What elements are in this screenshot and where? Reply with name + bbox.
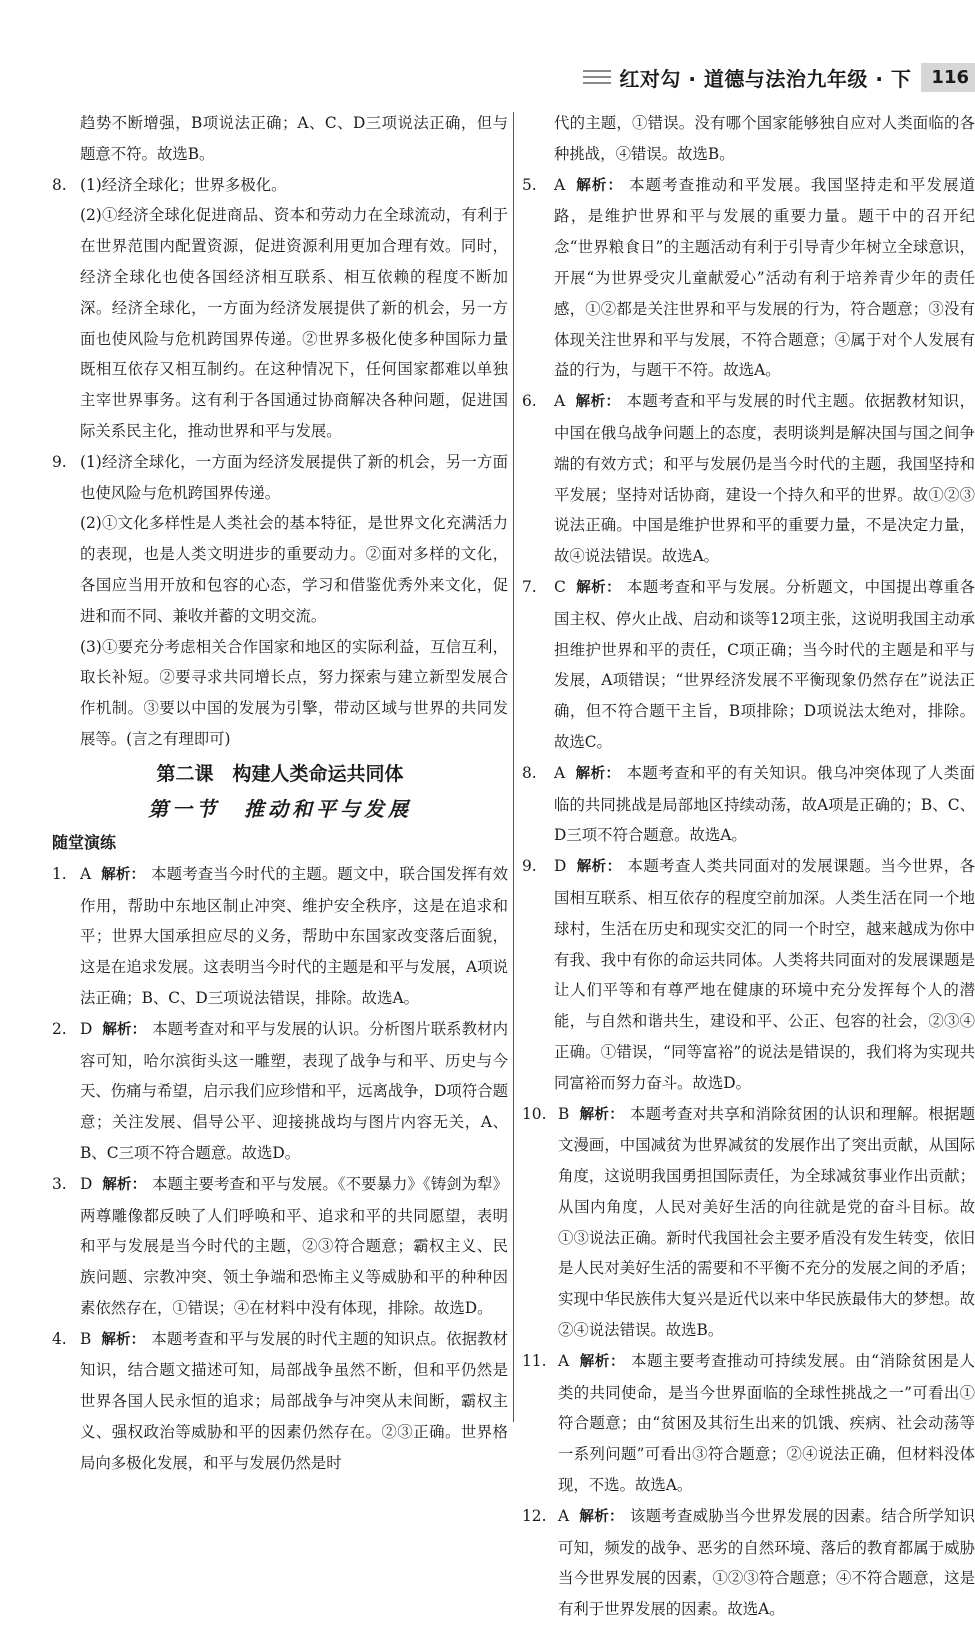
analysis-text: 本题考查和平与发展的时代主题的知识点。依据教材知识，结合题文描述可知，局部战争虽然不断，但和平仍然是世界各国人民永恒的追求；局部战争与冲突从未间断，霸权主义、强权政治等威胁和平的因素仍然存在。②③正确。世界格局向多极化发展，和平与发展仍然是时 [80,1329,508,1472]
item-answer: B [80,1329,92,1348]
item-number: 4. [52,1329,67,1348]
continued-answer: 代的主题，①错误。没有哪个国家能够独自应对人类面临的各种挑战，④错误。故选B。 [554,114,975,163]
answer-part-2: (2)①文化多样性是人类社会的基本特征，是世界文化充满活力的表现，也是人类文明进步的重要动力。②面对多样的文化，各国应当用开放和包容的心态，学习和借鉴优秀外来文化，促进和而不同、兼收并蓄的文明交流。 [80,514,508,625]
item-number: 9. [522,857,537,876]
item-number: 10. [522,1104,547,1123]
question-8 [52,170,508,447]
item-number: 7. [522,577,537,596]
item-number: 5. [522,175,537,194]
analysis-label: 解析： [575,394,621,411]
item-answer: D [80,1174,93,1193]
answer-item [522,1346,975,1501]
page-header [583,60,975,94]
item-answer: D [80,1019,93,1038]
analysis-label: 解析： [575,579,622,596]
answer-part-3: (3)①要充分考虑相关合作国家和地区的实际利益，互信互利，取长补短。②要寻求共同增长点，努力探索与建立新型发展合作机制。③要以中国的发展为引擎，带动区域与世界的共同发展等。(言之有理即可) [80,637,508,748]
item-answer: A [80,864,92,883]
item-number: 11. [522,1351,547,1370]
answer-part-1: (1)经济全球化，一方面为经济发展提供了新的机会，另一方面也使风险与危机跨国界传递。 [80,452,508,502]
analysis-text: 本题考查推动和平发展。我国坚持走和平发展道路，是维护世界和平与发展的重要力量。题干中的召开纪念“世界粮食日”的主题活动有利于引导青少年树立全球意识，开展“为世界受灾儿童献爱心”活动有利于培养青少年的责任感，①②都是关注世界和平与发展的行为，符合题意；③没有体现关注世界和平与发展，不符合题意；④属于对个人发展有益的行为，与题干不符。故选A。 [554,175,975,380]
answer-part-2: (2)①经济全球化促进商品、资本和劳动力在全球流动，有利于在世界范围内配置资源，促进资源利用更加合理有效。同时，经济全球化也使各国经济相互联系、相互依赖的程度不断加深。经济全球化，一方面为经济发展提供了新的机会，另一方面也使风险与危机跨国界传递。②世界多极化使多种国际力量既相互依存又相互制约。在这种情况下，任何国家都难以单独主宰世界事务。这有利于各国通过协商解决各种问题，促进国际关系民主化，推动世界和平与发展。 [80,206,508,440]
question-number: 9. [52,452,67,471]
analysis-text: 本题考查人类共同面对的发展课题。当今世界，各国相互联系、相互依存的程度空前加深。人类生活在同一个地球村，生活在历史和现实交汇的同一个时空，越来越成为你中有我、我中有你的命运共同体。人类将共同面对的发展课题是让人们平等和有尊严地在健康的环境中充分发挥每个人的潜能，与自然和谐共生，建设和平、公正、包容的社会，②③④正确。①错误，“同等富裕”的说法是错误的，我们将为实现共同富裕而努力奋斗。故选D。 [554,857,975,1092]
column-divider [513,112,514,1422]
analysis-label: 解析： [579,1508,624,1525]
item-number: 8. [522,763,537,782]
analysis-label: 解析： [101,1331,146,1348]
analysis-text: 本题考查和平与发展的时代主题。依据教材知识，中国在俄乌战争问题上的态度，表明谈判是解决国与国之间争端的有效方式；和平与发展仍是当今时代的主题，我国坚持和平发展；坚持对话协商，建设一个持久和平的世界。故①②③说法正确。中国是维护世界和平的重要力量，不是决定力量，故④说法错误。故选A。 [554,392,975,566]
item-answer: C [554,577,566,596]
item-number: 12. [522,1506,547,1525]
question-9 [52,447,508,755]
right-column [522,108,975,1625]
analysis-text: 本题考查和平与发展。分析题文，中国提出尊重各国主权、停火止战、启动和谈等12项主张，这说明我国主动承担维护世界和平的责任，C项正确；当今时代的主题是和平与发展，A项错误；“世界经济发展不平衡现象仍然存在”说法正确，但不符合题干主旨，B项排除；D项说法太绝对，排除。故选C。 [554,577,975,751]
analysis-text: 本题主要考查和平与发展。《不要暴力》《铸剑为犁》两尊雕像都反映了人们呼唤和平、追求和平的共同愿望，表明和平与发展是当今时代的主题，②③符合题意；霸权主义、民族问题、宗教冲突、领土争端和恐怖主义等威胁和平的种种因素依然存在，①错误；④在材料中没有体现，排除。故选D。 [80,1174,508,1317]
item-number: 6. [522,392,537,411]
analysis-label: 解析： [102,1176,147,1193]
lesson-title: 第二课 构建人类命运共同体 [156,762,404,785]
analysis-text: 该题考查威胁当今世界发展的因素。结合所学知识可知，频发的战争、恶劣的自然环境、落后的教育都属于威胁当今世界发展的因素，①②③符合题意；④不符合题意，这是有利于世界发展的因素。故选A。 [558,1506,975,1619]
page-number: 116 [921,63,975,92]
analysis-label: 解析： [576,859,622,876]
header-title: 红对勾 · 道德与法治九年级 · 下 [619,66,912,91]
practice-heading: 随堂演练 [52,832,117,852]
answer-item [522,851,975,1098]
analysis-text: 本题考查对共享和消除贫困的认识和理解。根据题文漫画，中国减贫为世界减贫的发展作出了突出贡献，从国际角度，这说明我国勇担国际责任，为全球减贫事业作出贡献；从国内角度，人民对美好生活的向往就是党的奋斗目标。故①③说法正确。新时代我国社会主要矛盾没有发生转变，依旧是人民对美好生活的需要和不平衡不充分的发展之间的矛盾；实现中华民族伟大复兴是近代以来中华民族最伟大的梦想。故②④说法错误。故选B。 [558,1104,975,1340]
answer-item [522,170,975,387]
analysis-label: 解析： [575,177,624,194]
header-decoration-lines [583,70,611,84]
answer-item [52,1324,508,1479]
answer-item [52,859,508,1014]
answer-item [522,572,975,758]
analysis-label: 解析： [579,1106,625,1123]
item-number: 2. [52,1019,67,1038]
item-answer: A [558,1351,570,1370]
item-answer: A [554,763,566,782]
analysis-text: 本题主要考查推动可持续发展。由“消除贫困是人类的共同使命，是当今世界面临的全球性挑战之一”可看出①符合题意；由“贫困及其衍生出来的饥饿、疾病、社会动荡等一系列问题”可看出③符合题意；②④说法正确，但材料没体现，不选。故选A。 [558,1351,975,1495]
item-answer: A [558,1506,570,1525]
item-answer: B [558,1104,570,1123]
question-number: 8. [52,175,67,194]
analysis-label: 解析： [101,866,146,883]
section-title: 第一节 推动和平与发展 [148,796,412,821]
answer-item [522,758,975,851]
item-answer: A [554,392,566,411]
item-number: 1. [52,864,67,883]
continued-answer: 趋势不断增强，B项说法正确；A、C、D三项说法正确，但与题意不符。故选B。 [80,114,508,163]
left-column [52,108,508,1479]
analysis-text: 本题考查当今时代的主题。题文中，联合国发挥有效作用，帮助中东地区制止冲突、维护安全秩序，这是在追求和平；世界大国承担应尽的义务，帮助中东国家改变落后面貌，这是在追求发展。这表明当今时代的主题是和平与发展，A项说法正确；B、C、D三项说法错误，排除。故选A。 [80,864,508,1007]
item-answer: A [554,175,566,194]
answer-part-1: (1)经济全球化；世界多极化。 [80,175,287,194]
item-number: 3. [52,1174,67,1193]
analysis-label: 解析： [575,765,621,782]
answer-item [52,1169,508,1324]
answer-item [522,1099,975,1346]
analysis-text: 本题考查对和平与发展的认识。分析图片联系教材内容可知，哈尔滨街头这一雕塑，表现了战争与和平、历史与今天、伤痛与希望，启示我们应珍惜和平，远离战争，D项符合题意；关注发展、倡导公平、迎接挑战均与图片内容无关，A、B、C三项不符合题意。故选D。 [80,1019,508,1162]
analysis-label: 解析： [579,1353,626,1370]
analysis-text: 本题考查和平的有关知识。俄乌冲突体现了人类面临的共同挑战是局部地区持续动荡，故A项是正确的；B、C、D三项不符合题意。故选A。 [554,763,975,845]
item-answer: D [554,857,567,876]
answer-item [522,386,975,572]
answer-item [522,1501,975,1625]
analysis-label: 解析： [102,1021,147,1038]
answer-item [52,1014,508,1169]
